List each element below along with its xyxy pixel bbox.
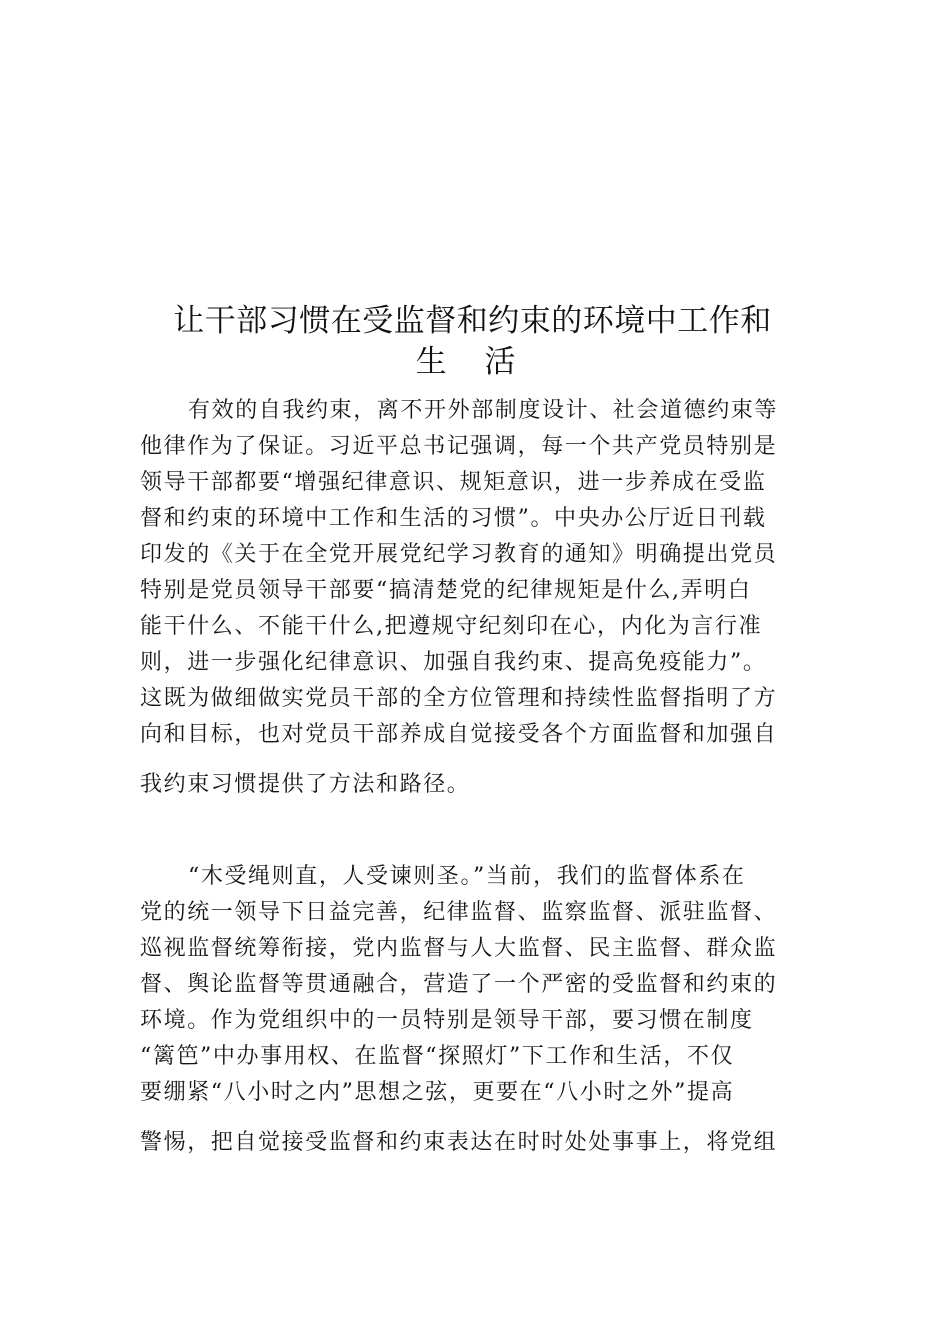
paragraph-line: 督、舆论监督等贯通融合，营造了一个严密的受监督和约束的 (140, 972, 778, 997)
paragraph-line: 他律作为了保证。习近平总书记强调，每一个共产党员特别是 (140, 434, 778, 459)
paragraph-line: “木受绳则直，人受谏则圣。”当前，我们的监督体系在 (188, 864, 746, 889)
paragraph-line: 印发的《关于在全党开展党纪学习教育的通知》明确提出党员 (140, 542, 778, 567)
paragraph-line: 警惕，把自觉接受监督和约束表达在时时处处事事上，将党组 (140, 1130, 778, 1155)
paragraph-line: 向和目标，也对党员干部养成自觉接受各个方面监督和加强自 (140, 722, 778, 747)
paragraph-line: 则，进一步强化纪律意识、加强自我约束、提高免疫能力”。 (140, 650, 767, 675)
document-title-line-1: 让干部习惯在受监督和约束的环境中工作和 (173, 303, 772, 339)
paragraph-line: 这既为做细做实党员干部的全方位管理和持续性监督指明了方 (140, 686, 778, 711)
paragraph-line: 特别是党员领导干部要“搞清楚党的纪律规矩是什么,弄明白 (140, 578, 752, 603)
paragraph-line: 巡视监督统筹衔接，党内监督与人大监督、民主监督、群众监 (140, 936, 778, 961)
paragraph-line: 领导干部都要“增强纪律意识、规矩意识，进一步养成在受监 (140, 470, 767, 495)
paragraph-line: 党的统一领导下日益完善，纪律监督、监察监督、派驻监督、 (140, 900, 778, 925)
paragraph-line: “篱笆”中办事用权、在监督“探照灯”下工作和生活，不仅 (140, 1044, 735, 1069)
paragraph-line: 要绷紧“八小时之内”思想之弦，更要在“八小时之外”提高 (140, 1080, 735, 1105)
paragraph-line: 环境。作为党组织中的一员特别是领导干部，要习惯在制度 (140, 1008, 754, 1033)
paragraph-line: 有效的自我约束，离不开外部制度设计、社会道德约束等 (188, 398, 779, 423)
document-title-line-2: 生 活 (415, 344, 530, 380)
paragraph-line: 督和约束的环境中工作和生活的习惯”。中央办公厅近日刊载 (140, 506, 767, 531)
paragraph-line: 我约束习惯提供了方法和路径。 (140, 772, 471, 797)
paragraph-line: 能干什么、不能干什么,把遵规守纪刻印在心，内化为言行准 (140, 614, 763, 639)
